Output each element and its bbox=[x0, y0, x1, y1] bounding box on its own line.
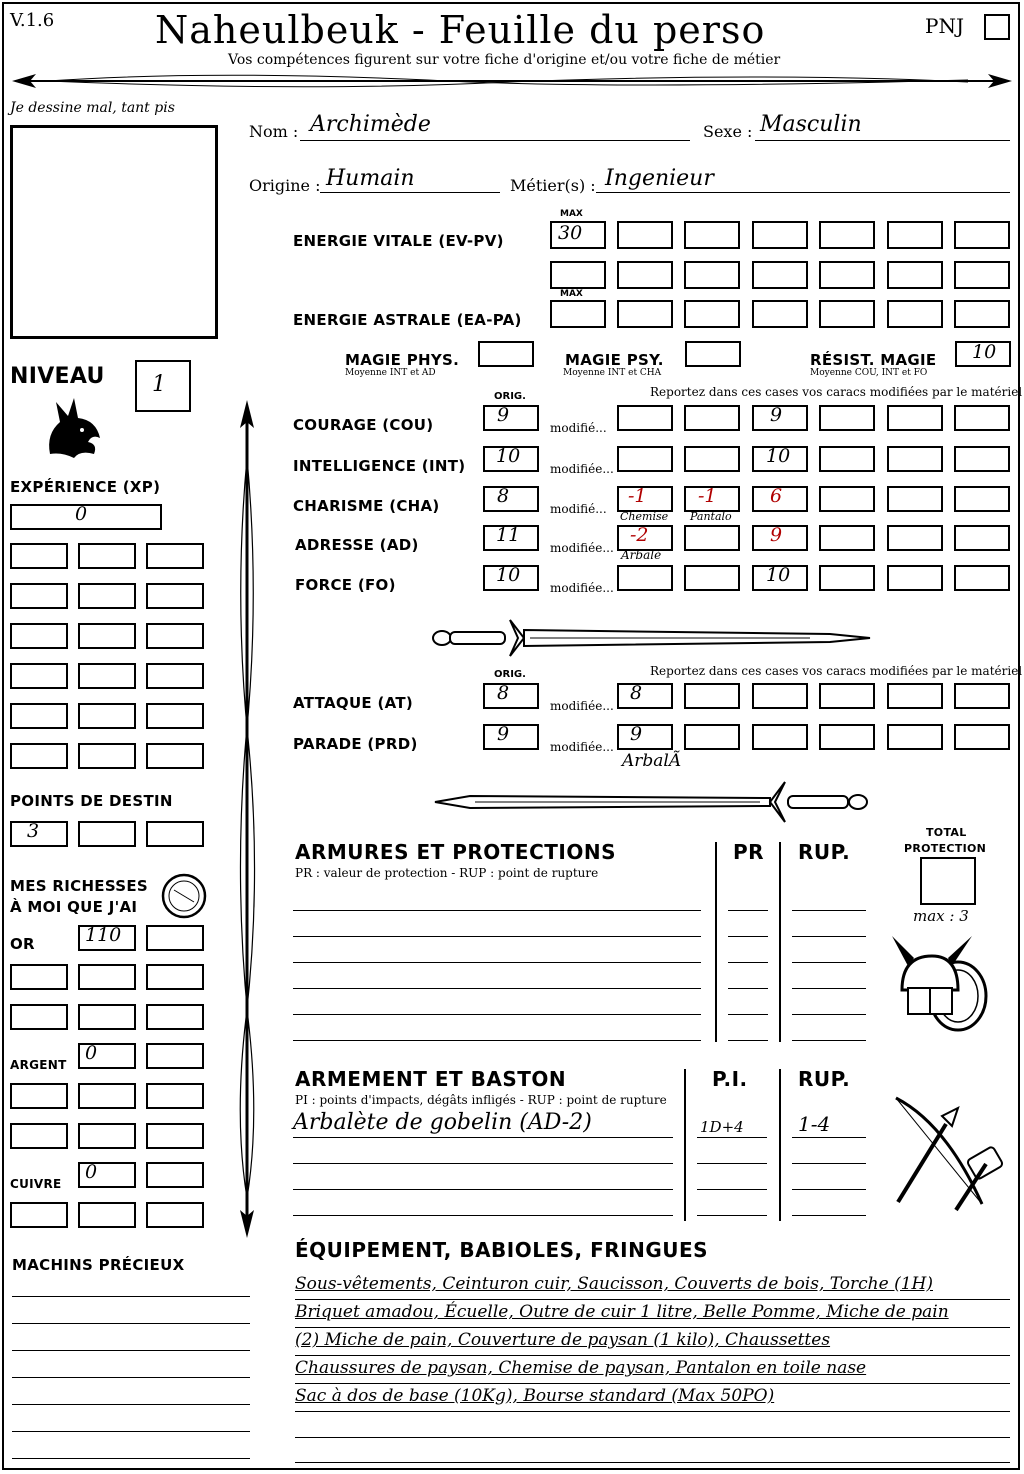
combat-orig-label: ORIG. bbox=[494, 669, 526, 680]
sword-icon bbox=[430, 778, 875, 824]
or-box[interactable] bbox=[146, 964, 204, 990]
armure-pr-line[interactable] bbox=[728, 1014, 768, 1015]
ea-box[interactable] bbox=[954, 300, 1010, 328]
nom-underline bbox=[300, 140, 690, 141]
attaque-mod-box[interactable] bbox=[954, 683, 1010, 709]
coin-icon bbox=[160, 872, 208, 920]
equipement-line[interactable]: Chaussures de paysan, Chemise de paysan, Pantalon en toile nase bbox=[295, 1358, 867, 1378]
carac-mod-box[interactable] bbox=[954, 565, 1010, 591]
ev-box[interactable] bbox=[617, 221, 673, 249]
attaque-mod-box[interactable] bbox=[752, 683, 808, 709]
armement-col-divider bbox=[684, 1069, 686, 1221]
origine-underline bbox=[320, 192, 500, 193]
weapon-line[interactable] bbox=[293, 1137, 673, 1138]
or-label: OR bbox=[10, 935, 35, 953]
armure-line[interactable] bbox=[293, 910, 701, 911]
nom-label: Nom : bbox=[249, 122, 299, 141]
weapon-pi-line[interactable] bbox=[697, 1189, 767, 1190]
carac-orig-value: 10 bbox=[496, 564, 521, 586]
origine-value[interactable]: Humain bbox=[326, 166, 415, 191]
weapon-line[interactable] bbox=[293, 1163, 673, 1164]
carac-mod-box[interactable] bbox=[819, 525, 875, 551]
precieux-line[interactable] bbox=[12, 1323, 250, 1324]
armure-pr-line[interactable] bbox=[728, 962, 768, 963]
weapon-pi[interactable]: 1D+4 bbox=[700, 1118, 744, 1136]
carac-mod-note: Pantalo bbox=[690, 510, 732, 523]
armure-pr-line[interactable] bbox=[728, 910, 768, 911]
carac-orig-value: 9 bbox=[497, 404, 510, 426]
nom-value[interactable]: Archimède bbox=[310, 112, 431, 137]
dragon-icon bbox=[40, 394, 106, 464]
carac-mod-box[interactable] bbox=[954, 525, 1010, 551]
argent-box[interactable] bbox=[10, 1123, 68, 1149]
armement-pi-label: P.I. bbox=[712, 1067, 748, 1091]
attaque-mod-box[interactable] bbox=[617, 683, 673, 709]
metier-underline bbox=[596, 192, 1010, 193]
cuivre-box[interactable] bbox=[146, 1162, 204, 1188]
weapon-rup-line[interactable] bbox=[792, 1189, 866, 1190]
carac-mod-box[interactable] bbox=[684, 525, 740, 551]
cuivre-box[interactable] bbox=[146, 1202, 204, 1228]
carac-report-note: Reportez dans ces cases vos caracs modifiées par le matériel bbox=[650, 385, 1023, 399]
argent-box[interactable] bbox=[78, 1123, 136, 1149]
xp-value: 0 bbox=[75, 503, 88, 525]
precieux-line[interactable] bbox=[12, 1350, 250, 1351]
armure-line[interactable] bbox=[293, 1014, 701, 1015]
or-box[interactable] bbox=[146, 925, 204, 951]
ev-box[interactable] bbox=[819, 221, 875, 249]
or-value: 110 bbox=[85, 924, 122, 946]
niveau-label: NIVEAU bbox=[10, 364, 105, 389]
sword-icon bbox=[430, 610, 875, 660]
carac-mod-value: -1 bbox=[698, 485, 717, 507]
carac-mod-box[interactable] bbox=[887, 525, 943, 551]
carac-mod-box[interactable] bbox=[887, 486, 943, 512]
argent-value: 0 bbox=[85, 1042, 98, 1064]
armures-pr-label: PR bbox=[733, 840, 765, 864]
armement-rup-label: RUP. bbox=[798, 1067, 851, 1091]
carac-mod-box[interactable] bbox=[819, 565, 875, 591]
xp-cell[interactable] bbox=[78, 663, 136, 689]
armement-note: PI : points d'impacts, dégâts infligés - RUP : point de rupture bbox=[295, 1093, 667, 1107]
weapon-pi-line[interactable] bbox=[697, 1163, 767, 1164]
xp-cell[interactable] bbox=[78, 743, 136, 769]
attaque-mod-value: 8 bbox=[630, 682, 643, 704]
weapon-pi-line[interactable] bbox=[697, 1137, 767, 1138]
xp-cell[interactable] bbox=[78, 543, 136, 569]
xp-cell[interactable] bbox=[146, 543, 204, 569]
carac-mod-label: modifiée... bbox=[550, 462, 614, 476]
version-label: V.1.6 bbox=[10, 10, 55, 31]
total-protection-label-1: TOTAL bbox=[926, 826, 967, 839]
ea-label: ENERGIE ASTRALE (EA-PA) bbox=[293, 311, 522, 329]
carac-mod-label: modifié... bbox=[550, 421, 607, 435]
ea-box[interactable] bbox=[684, 300, 740, 328]
armures-col-divider bbox=[715, 842, 717, 1042]
argent-box[interactable] bbox=[146, 1043, 204, 1069]
armures-rup-label: RUP. bbox=[798, 840, 851, 864]
sexe-underline bbox=[755, 140, 1010, 141]
weapon-line[interactable] bbox=[293, 1215, 673, 1216]
total-protection-box[interactable] bbox=[920, 857, 976, 905]
xp-cell[interactable] bbox=[78, 583, 136, 609]
carac-mod-box[interactable] bbox=[617, 565, 673, 591]
metier-label: Métier(s) : bbox=[510, 176, 596, 195]
or-box[interactable] bbox=[78, 964, 136, 990]
carac-mod-label: modifiée... bbox=[550, 581, 614, 595]
sexe-value[interactable]: Masculin bbox=[760, 112, 862, 137]
carac-mod-note: Chemise bbox=[620, 510, 669, 523]
niveau-value: 1 bbox=[152, 372, 166, 397]
equipement-line[interactable]: (2) Miche de pain, Couverture de paysan (1 kilo), Chaussettes bbox=[295, 1330, 831, 1350]
total-protection-label-2: PROTECTION bbox=[904, 842, 987, 855]
carac-mod-value: 9 bbox=[770, 404, 783, 426]
carac-orig-box[interactable] bbox=[483, 486, 539, 512]
carac-mod-box[interactable] bbox=[954, 405, 1010, 431]
attaque-mod-label: modifiée... bbox=[550, 699, 614, 713]
armure-rup-line[interactable] bbox=[792, 1040, 866, 1041]
ev-box[interactable] bbox=[752, 261, 808, 289]
parade-mod-box[interactable] bbox=[954, 724, 1010, 750]
or-box[interactable] bbox=[10, 1004, 68, 1030]
parade-mod-box[interactable] bbox=[887, 724, 943, 750]
equipement-underline bbox=[295, 1355, 1010, 1356]
combat-report-note: Reportez dans ces cases vos caracs modifiées par le matériel bbox=[650, 664, 1023, 678]
carac-mod-value: 9 bbox=[770, 524, 783, 546]
ev-box[interactable] bbox=[819, 261, 875, 289]
carac-mod-value: -2 bbox=[630, 524, 649, 546]
resist-magie-label: RÉSIST. MAGIE bbox=[810, 351, 937, 369]
or-box[interactable] bbox=[78, 1004, 136, 1030]
carac-mod-box[interactable] bbox=[887, 565, 943, 591]
metier-value[interactable]: Ingenieur bbox=[605, 166, 714, 191]
parade-mod-box[interactable] bbox=[752, 724, 808, 750]
ev-box[interactable] bbox=[684, 261, 740, 289]
xp-cell[interactable] bbox=[78, 703, 136, 729]
ev-box[interactable] bbox=[887, 221, 943, 249]
carac-orig-value: 11 bbox=[496, 524, 521, 546]
magie-psy-box[interactable] bbox=[685, 341, 741, 367]
precieux-line[interactable] bbox=[12, 1404, 250, 1405]
armure-line[interactable] bbox=[293, 962, 701, 963]
total-protection-max: max : 3 bbox=[913, 907, 969, 925]
xp-cell[interactable] bbox=[146, 623, 204, 649]
precieux-label: MACHINS PRÉCIEUX bbox=[12, 1256, 185, 1274]
destin-box[interactable] bbox=[78, 821, 136, 847]
carac-mod-value: 10 bbox=[766, 564, 791, 586]
armure-line[interactable] bbox=[293, 936, 701, 937]
carac-mod-box[interactable] bbox=[819, 446, 875, 472]
argent-box[interactable] bbox=[146, 1123, 204, 1149]
ev-max-value: 30 bbox=[558, 222, 583, 244]
armement-col-divider bbox=[779, 1069, 781, 1221]
ev-label: ENERGIE VITALE (EV-PV) bbox=[293, 232, 504, 250]
carac-orig-label: ORIG. bbox=[494, 391, 526, 402]
magie-phys-label: MAGIE PHYS. bbox=[345, 351, 460, 369]
equipement-line[interactable]: Sous-vêtements, Ceinturon cuir, Saucisson, Couverts de bois, Torche (1H) bbox=[295, 1274, 933, 1294]
equipement-underline bbox=[295, 1411, 1010, 1412]
argent-box[interactable] bbox=[10, 1083, 68, 1109]
carac-mod-box[interactable] bbox=[684, 405, 740, 431]
carac-orig-box[interactable] bbox=[483, 405, 539, 431]
ea-box[interactable] bbox=[617, 300, 673, 328]
cuivre-box[interactable] bbox=[10, 1202, 68, 1228]
cuivre-value: 0 bbox=[85, 1161, 98, 1183]
xp-cell[interactable] bbox=[146, 743, 204, 769]
precieux-line[interactable] bbox=[12, 1458, 250, 1459]
armures-title: ARMURES ET PROTECTIONS bbox=[295, 840, 616, 864]
magie-psy-label: MAGIE PSY. bbox=[565, 351, 664, 369]
armures-note: PR : valeur de protection - RUP : point de rupture bbox=[295, 866, 599, 880]
sheet-title: Naheulbeuk - Feuille du perso bbox=[155, 8, 766, 52]
argent-box[interactable] bbox=[78, 1083, 136, 1109]
weapon-rup-line[interactable] bbox=[792, 1215, 866, 1216]
carac-mod-box[interactable] bbox=[887, 405, 943, 431]
ea-max-box[interactable] bbox=[550, 300, 606, 328]
carac-label-cha: CHARISME (CHA) bbox=[293, 497, 440, 515]
portrait-caption: Je dessine mal, tant pis bbox=[10, 100, 175, 116]
destin-value: 3 bbox=[27, 820, 40, 842]
armure-pr-line[interactable] bbox=[728, 936, 768, 937]
attaque-mod-box[interactable] bbox=[684, 683, 740, 709]
xp-cell[interactable] bbox=[10, 623, 68, 649]
weapon-line[interactable] bbox=[293, 1189, 673, 1190]
carac-label-fo: FORCE (FO) bbox=[295, 576, 396, 594]
carac-mod-box[interactable] bbox=[684, 446, 740, 472]
armure-rup-line[interactable] bbox=[792, 1014, 866, 1015]
weapon-name[interactable]: Arbalète de gobelin (AD-2) bbox=[293, 1110, 592, 1135]
attaque-orig-box[interactable] bbox=[483, 683, 539, 709]
ev-box[interactable] bbox=[954, 221, 1010, 249]
carac-mod-box[interactable] bbox=[887, 446, 943, 472]
carac-mod-note: Arbalè bbox=[621, 548, 662, 562]
attaque-label: ATTAQUE (AT) bbox=[293, 694, 414, 712]
parade-mod-note: ArbalÃ bbox=[622, 751, 682, 771]
ev-box[interactable] bbox=[684, 221, 740, 249]
carac-mod-box[interactable] bbox=[819, 486, 875, 512]
cuivre-label: CUIVRE bbox=[10, 1177, 62, 1191]
armure-pr-line[interactable] bbox=[728, 988, 768, 989]
carac-mod-box[interactable] bbox=[954, 446, 1010, 472]
magie-phys-box[interactable] bbox=[478, 341, 534, 367]
ea-box[interactable] bbox=[819, 300, 875, 328]
cuivre-box[interactable] bbox=[78, 1202, 136, 1228]
parade-label: PARADE (PRD) bbox=[293, 735, 418, 753]
ev-box[interactable] bbox=[887, 261, 943, 289]
carac-mod-label: modifiée... bbox=[550, 541, 614, 555]
carac-mod-box[interactable] bbox=[684, 565, 740, 591]
parade-mod-box[interactable] bbox=[819, 724, 875, 750]
ev-box[interactable] bbox=[752, 221, 808, 249]
carac-label-int: INTELLIGENCE (INT) bbox=[293, 457, 466, 475]
pnj-label: PNJ bbox=[925, 14, 964, 38]
armure-rup-line[interactable] bbox=[792, 910, 866, 911]
crossed-weapons-icon bbox=[886, 1094, 1012, 1218]
ev-box[interactable] bbox=[550, 261, 606, 289]
parade-mod-value: 9 bbox=[630, 723, 643, 745]
ev-box[interactable] bbox=[617, 261, 673, 289]
ev-max-label: MAX bbox=[560, 209, 583, 219]
attaque-orig-value: 8 bbox=[497, 682, 510, 704]
carac-mod-box[interactable] bbox=[819, 405, 875, 431]
resist-magie-note: Moyenne COU, INT et FO bbox=[810, 368, 928, 378]
xp-cell[interactable] bbox=[10, 543, 68, 569]
equipement-blank-line[interactable] bbox=[295, 1437, 1010, 1438]
armure-rup-line[interactable] bbox=[792, 936, 866, 937]
xp-label: EXPÉRIENCE (XP) bbox=[10, 478, 161, 496]
carac-label-ad: ADRESSE (AD) bbox=[295, 536, 419, 554]
xp-cell[interactable] bbox=[10, 663, 68, 689]
xp-cell[interactable] bbox=[78, 623, 136, 649]
attaque-mod-box[interactable] bbox=[887, 683, 943, 709]
xp-cell[interactable] bbox=[10, 583, 68, 609]
carac-mod-value: 6 bbox=[770, 485, 783, 507]
weapon-pi-line[interactable] bbox=[697, 1215, 767, 1216]
armure-pr-line[interactable] bbox=[728, 1040, 768, 1041]
equipement-title: ÉQUIPEMENT, BABIOLES, FRINGUES bbox=[295, 1238, 709, 1262]
argent-box[interactable] bbox=[146, 1083, 204, 1109]
destin-box[interactable] bbox=[146, 821, 204, 847]
armure-rup-line[interactable] bbox=[792, 962, 866, 963]
parade-orig-box[interactable] bbox=[483, 724, 539, 750]
origine-label: Origine : bbox=[249, 176, 321, 195]
weapon-rup-line[interactable] bbox=[792, 1137, 866, 1138]
carac-orig-value: 8 bbox=[497, 485, 510, 507]
xp-cell[interactable] bbox=[10, 703, 68, 729]
spear-divider-icon bbox=[8, 68, 1016, 94]
armure-line[interactable] bbox=[293, 988, 701, 989]
carac-orig-value: 10 bbox=[496, 445, 521, 467]
helmet-shield-icon bbox=[888, 928, 998, 1038]
parade-mod-label: modifiée... bbox=[550, 740, 614, 754]
carac-mod-box[interactable] bbox=[617, 405, 673, 431]
weapon-rup[interactable]: 1-4 bbox=[798, 1112, 831, 1136]
xp-cell[interactable] bbox=[146, 663, 204, 689]
or-box[interactable] bbox=[10, 964, 68, 990]
richesses-label-1: MES RICHESSES bbox=[10, 877, 149, 895]
precieux-line[interactable] bbox=[12, 1431, 250, 1432]
precieux-line[interactable] bbox=[12, 1296, 250, 1297]
carac-mod-box[interactable] bbox=[617, 446, 673, 472]
armement-title: ARMEMENT ET BASTON bbox=[295, 1067, 567, 1091]
parade-mod-box[interactable] bbox=[617, 724, 673, 750]
portrait-box[interactable] bbox=[10, 125, 218, 339]
ea-box[interactable] bbox=[887, 300, 943, 328]
equipement-underline bbox=[295, 1383, 1010, 1384]
equipement-underline bbox=[295, 1299, 1010, 1300]
argent-label: ARGENT bbox=[10, 1058, 67, 1072]
carac-mod-value: 10 bbox=[766, 445, 791, 467]
sheet-subtitle: Vos compétences figurent sur votre fiche d'origine et/ou votre fiche de métier bbox=[228, 52, 781, 68]
armure-rup-line[interactable] bbox=[792, 988, 866, 989]
richesses-label-2: À MOI QUE J'AI bbox=[10, 898, 138, 916]
destin-label: POINTS DE DESTIN bbox=[10, 792, 173, 810]
xp-cell[interactable] bbox=[10, 743, 68, 769]
or-box[interactable] bbox=[146, 1004, 204, 1030]
ea-max-label: MAX bbox=[560, 289, 583, 299]
armure-line[interactable] bbox=[293, 1040, 701, 1041]
xp-cell[interactable] bbox=[146, 583, 204, 609]
attaque-mod-box[interactable] bbox=[819, 683, 875, 709]
precieux-line[interactable] bbox=[12, 1377, 250, 1378]
equipement-blank-line[interactable] bbox=[295, 1462, 1010, 1463]
armures-col-divider bbox=[779, 842, 781, 1042]
parade-orig-value: 9 bbox=[497, 723, 510, 745]
ea-box[interactable] bbox=[752, 300, 808, 328]
carac-label-cou: COURAGE (COU) bbox=[293, 416, 434, 434]
xp-cell[interactable] bbox=[146, 703, 204, 729]
ev-box[interactable] bbox=[954, 261, 1010, 289]
weapon-rup-line[interactable] bbox=[792, 1163, 866, 1164]
carac-mod-value: -1 bbox=[628, 485, 647, 507]
spear-vertical-icon bbox=[232, 398, 262, 1240]
resist-magie-value: 10 bbox=[972, 341, 997, 363]
parade-mod-box[interactable] bbox=[684, 724, 740, 750]
sexe-label: Sexe : bbox=[703, 122, 753, 141]
equipement-line[interactable]: Sac à dos de base (10Kg), Bourse standard (Max 50PO) bbox=[295, 1386, 775, 1406]
magie-psy-note: Moyenne INT et CHA bbox=[563, 368, 662, 378]
magie-phys-note: Moyenne INT et AD bbox=[345, 368, 436, 378]
pnj-checkbox[interactable] bbox=[984, 14, 1010, 40]
carac-mod-label: modifié... bbox=[550, 502, 607, 516]
equipement-underline bbox=[295, 1327, 1010, 1328]
equipement-line[interactable]: Briquet amadou, Écuelle, Outre de cuir 1 litre, Belle Pomme, Miche de pain bbox=[295, 1302, 949, 1322]
carac-mod-box[interactable] bbox=[954, 486, 1010, 512]
